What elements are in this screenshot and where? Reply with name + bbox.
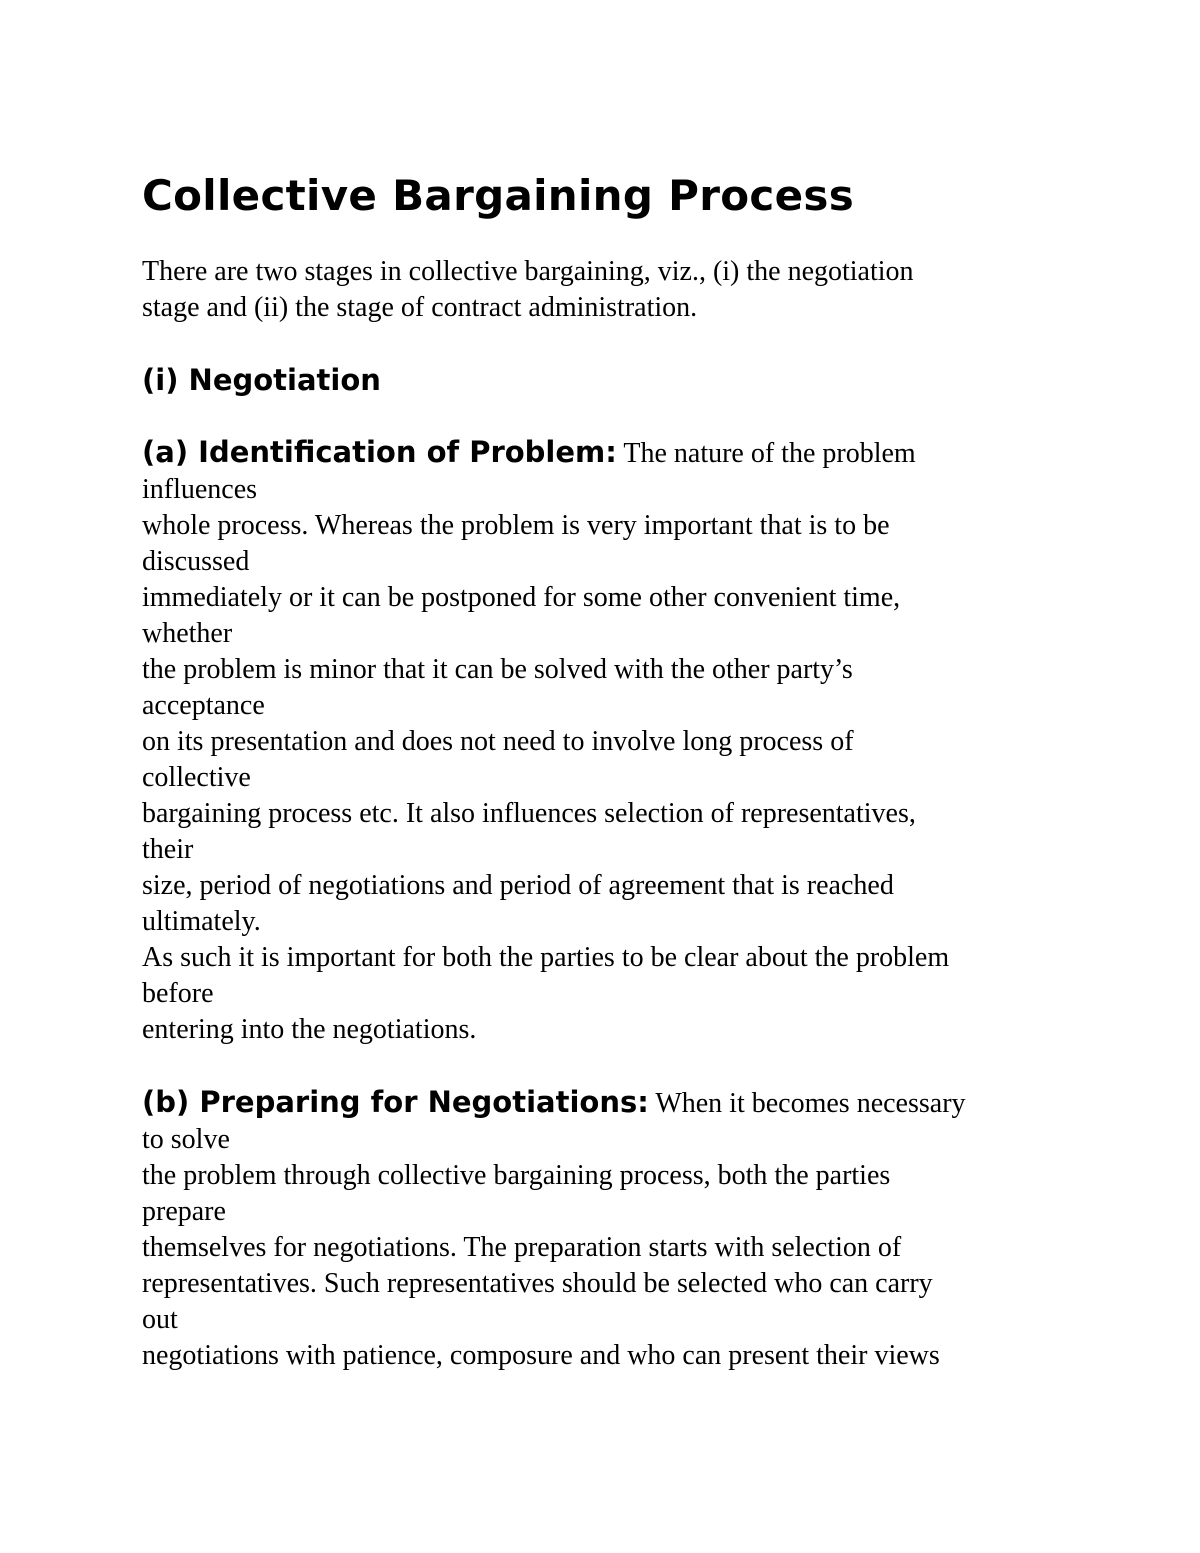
subsection-b-first-line — [142, 1084, 1062, 1122]
body-line: the problem through collective bargaining process, both the parties — [142, 1160, 891, 1191]
body-line: immediately or it can be postponed for some other convenient time, — [142, 582, 901, 613]
subsection-a-first-line — [142, 434, 1062, 472]
body-line: As such it is important for both the parties to be clear about the problem — [142, 942, 950, 973]
body-line: out — [142, 1304, 178, 1335]
body-line: to solve — [142, 1124, 230, 1155]
body-line: before — [142, 978, 214, 1009]
section-heading-negotiation: (i) Negotiation — [142, 363, 381, 397]
body-line: discussed — [142, 546, 250, 577]
subsection-b-heading: (b) Preparing for Negotiations: — [142, 1085, 649, 1119]
intro-line: stage and (ii) the stage of contract administration. — [142, 292, 698, 323]
body-line: negotiations with patience, composure and who can present their views — [142, 1340, 940, 1371]
body-line: their — [142, 834, 194, 865]
intro-line: There are two stages in collective bargaining, viz., (i) the negotiation — [142, 256, 914, 287]
body-line: influences — [142, 474, 258, 505]
body-line: themselves for negotiations. The preparation starts with selection of — [142, 1232, 902, 1263]
document-title: Collective Bargaining Process — [142, 171, 854, 220]
body-line: bargaining process etc. It also influences selection of representatives, — [142, 798, 916, 829]
body-line: acceptance — [142, 690, 265, 721]
body-line: size, period of negotiations and period of agreement that is reached — [142, 870, 894, 901]
subsection-a-first-line-text: The nature of the problem — [616, 438, 916, 469]
subsection-b-preparing — [142, 1084, 1062, 1374]
body-line: prepare — [142, 1196, 226, 1227]
body-line: whole process. Whereas the problem is very important that is to be — [142, 510, 890, 541]
body-line: collective — [142, 762, 251, 793]
subsection-b-first-line-text: When it becomes necessary — [648, 1088, 966, 1119]
body-line: whether — [142, 618, 233, 649]
document-page — [142, 168, 1062, 1374]
body-line: entering into the negotiations. — [142, 1014, 477, 1045]
subsection-a-identification — [142, 434, 1062, 1048]
intro-paragraph — [142, 254, 1062, 326]
body-line: ultimately. — [142, 906, 261, 937]
subsection-a-heading: (a) Identification of Problem: — [142, 435, 617, 469]
body-line: on its presentation and does not need to involve long process of — [142, 726, 854, 757]
body-line: the problem is minor that it can be solved with the other party’s — [142, 654, 853, 685]
body-line: representatives. Such representatives should be selected who can carry — [142, 1268, 933, 1299]
